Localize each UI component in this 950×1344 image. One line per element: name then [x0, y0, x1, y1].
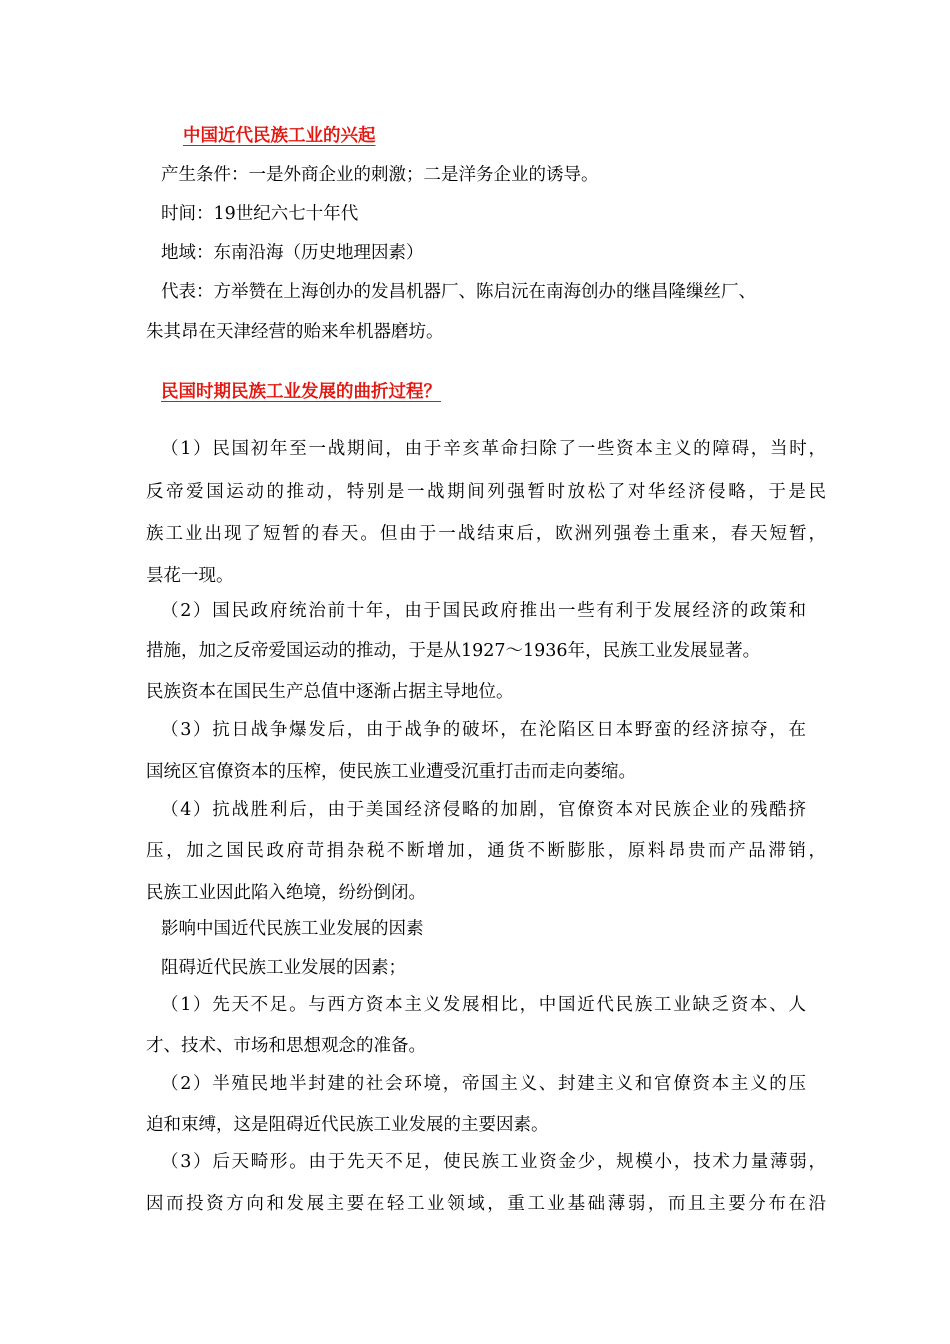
stage2-line-1: （2）国民政府统治前十年，由于国民政府推出一些有利于发展经济的政策和 — [161, 601, 806, 621]
stage1-line-1: （1）民国初年至一战期间，由于辛亥革命扫除了一些资本主义的障碍，当时， — [161, 439, 826, 459]
representatives-line-2: 朱其昂在天津经营的贻来牟机器磨坊。 — [146, 322, 444, 342]
representatives-line-1: 代表：方举赞在上海创办的发昌机器厂、陈启沅在南海创办的继昌隆缫丝厂、 — [161, 282, 756, 302]
factor3-line-1: （3）后天畸形。由于先天不足，使民族工业资金少，规模小，技术力量薄弱， — [161, 1152, 826, 1172]
obstacles-title: 阻碍近代民族工业发展的因素； — [161, 958, 406, 978]
stage4-line-2: 压，加之国民政府苛捐杂税不断增加，通货不断膨胀，原料昂贵而产品滞销， — [146, 841, 826, 861]
conditions-line: 产生条件：一是外商企业的刺激；二是洋务企业的诱导。 — [161, 165, 599, 185]
factor1-line-1: （1）先天不足。与西方资本主义发展相比，中国近代民族工业缺乏资本、人 — [161, 995, 806, 1015]
section-heading-process: 民国时期民族工业发展的曲折过程？ — [161, 382, 441, 402]
stage4-line-1: （4）抗战胜利后，由于美国经济侵略的加剧，官僚资本对民族企业的残酷挤 — [161, 800, 806, 820]
stage2-line-3: 民族资本在国民生产总值中逐渐占据主导地位。 — [146, 682, 514, 702]
stage1-line-2: 反帝爱国运动的推动，特别是一战期间列强暂时放松了对华经济侵略，于是民 — [146, 482, 826, 502]
factor1-line-2: 才、技术、市场和思想观念的准备。 — [146, 1036, 426, 1056]
stage3-line-2: 国统区官僚资本的压榨，使民族工业遭受沉重打击而走向萎缩。 — [146, 762, 636, 782]
factor2-line-2: 迫和束缚，这是阻碍近代民族工业发展的主要因素。 — [146, 1115, 549, 1135]
region-line: 地域：东南沿海（历史地理因素） — [161, 243, 424, 263]
stage3-line-1: （3）抗日战争爆发后，由于战争的破坏，在沦陷区日本野蛮的经济掠夺，在 — [161, 720, 806, 740]
time-line: 时间：19世纪六七十年代 — [161, 204, 359, 224]
stage2-line-2: 措施，加之反帝爱国运动的推动，于是从1927～1936年，民族工业发展显著。 — [146, 641, 761, 661]
factors-title: 影响中国近代民族工业发展的因素 — [161, 919, 424, 939]
factor3-line-2: 因而投资方向和发展主要在轻工业领域，重工业基础薄弱，而且主要分布在沿 — [146, 1194, 826, 1214]
stage1-line-3: 族工业出现了短暂的春天。但由于一战结束后，欧洲列强卷土重来，春天短暂， — [146, 524, 826, 544]
stage4-line-3: 民族工业因此陷入绝境，纷纷倒闭。 — [146, 883, 426, 903]
factor2-line-1: （2）半殖民地半封建的社会环境，帝国主义、封建主义和官僚资本主义的压 — [161, 1074, 806, 1094]
section-heading-rise: 中国近代民族工业的兴起 — [183, 126, 376, 146]
stage1-line-4: 昙花一现。 — [146, 566, 234, 586]
